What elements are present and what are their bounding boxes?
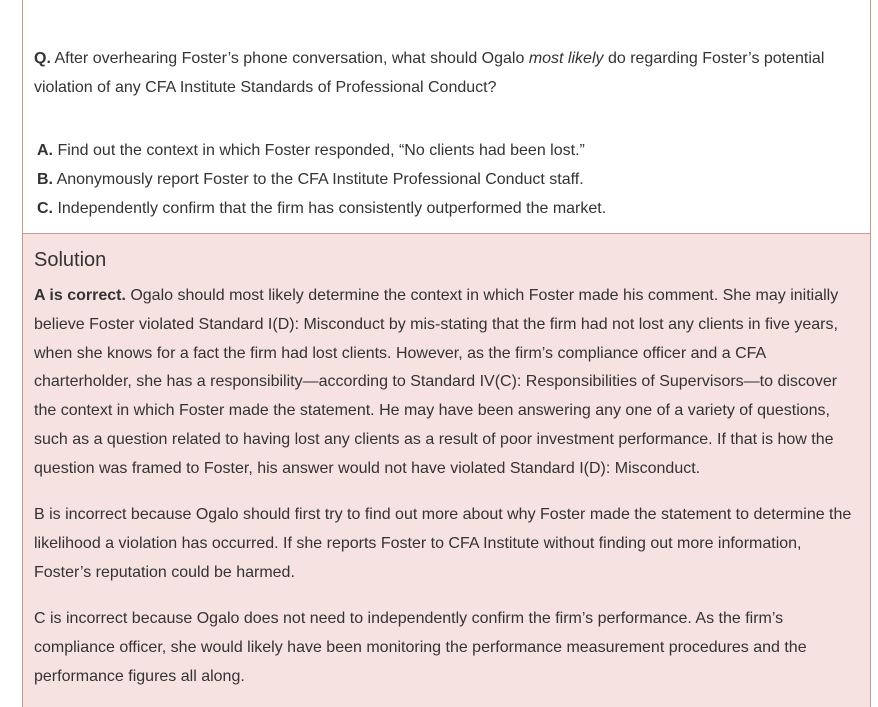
- question-card: [22, 0, 871, 707]
- option-b: [37, 165, 606, 194]
- correct-answer-label: A is correct.: [34, 287, 126, 304]
- question-text-before: After overhearing Foster’s phone conversation, what should Ogalo: [50, 50, 529, 67]
- solution-paragraph-b: B is incorrect because Ogalo should first try to find out more about why Foster made the statement to determine the likelihood a violation has occurred. If she reports Foster to CFA Institute without finding out more information, Foster’s reputation could be harmed.: [34, 506, 852, 581]
- option-b-label: B.: [37, 171, 53, 188]
- question-text-after: do regarding Foster’s potential violation of any CFA Institute Standards of Professional Conduct?: [34, 50, 825, 96]
- option-a-text: Find out the context in which Foster responded, “No clients had been lost.”: [53, 142, 585, 159]
- solution-paragraph-correct: [34, 282, 860, 484]
- option-a: [37, 136, 606, 165]
- question-text: [34, 44, 854, 102]
- correct-explanation: Ogalo should most likely determine the context in which Foster made his comment. She may initially believe Foster violated Standard I(D): Misconduct by mis-stating that the firm had not lost any clients in five years, when she knows for a fact the firm had lost clients. However, as the firm’s compliance officer and a CFA charterholder, she has a responsibility—according to Standard IV(C): Responsibilities of Supervisors—to discover the context in which Foster made the statement. He may have been answering any one of a variety of questions, such as a question related to having lost any clients as a result of poor investment performance. If that is how the question was framed to Foster, his answer would not have violated Standard I(D): Misconduct.: [34, 287, 839, 477]
- option-c-label: C.: [37, 200, 53, 217]
- solution-paragraph-c: C is incorrect because Ogalo does not need to independently confirm the firm’s performance. As the firm’s compliance officer, she would likely have been monitoring the performance measurement procedures and the performance figures all along.: [34, 610, 807, 685]
- question-section: [23, 0, 870, 233]
- solution-title: Solution: [34, 249, 107, 271]
- option-a-label: A.: [37, 142, 53, 159]
- question-emphasis: most likely: [528, 50, 604, 67]
- option-c: [37, 194, 606, 223]
- option-c-text: Independently confirm that the firm has consistently outperformed the market.: [53, 200, 607, 217]
- answer-options: [37, 136, 606, 223]
- option-b-text: Anonymously report Foster to the CFA Institute Professional Conduct staff.: [53, 171, 584, 188]
- question-label: Q.: [34, 50, 51, 67]
- solution-section: [23, 233, 870, 707]
